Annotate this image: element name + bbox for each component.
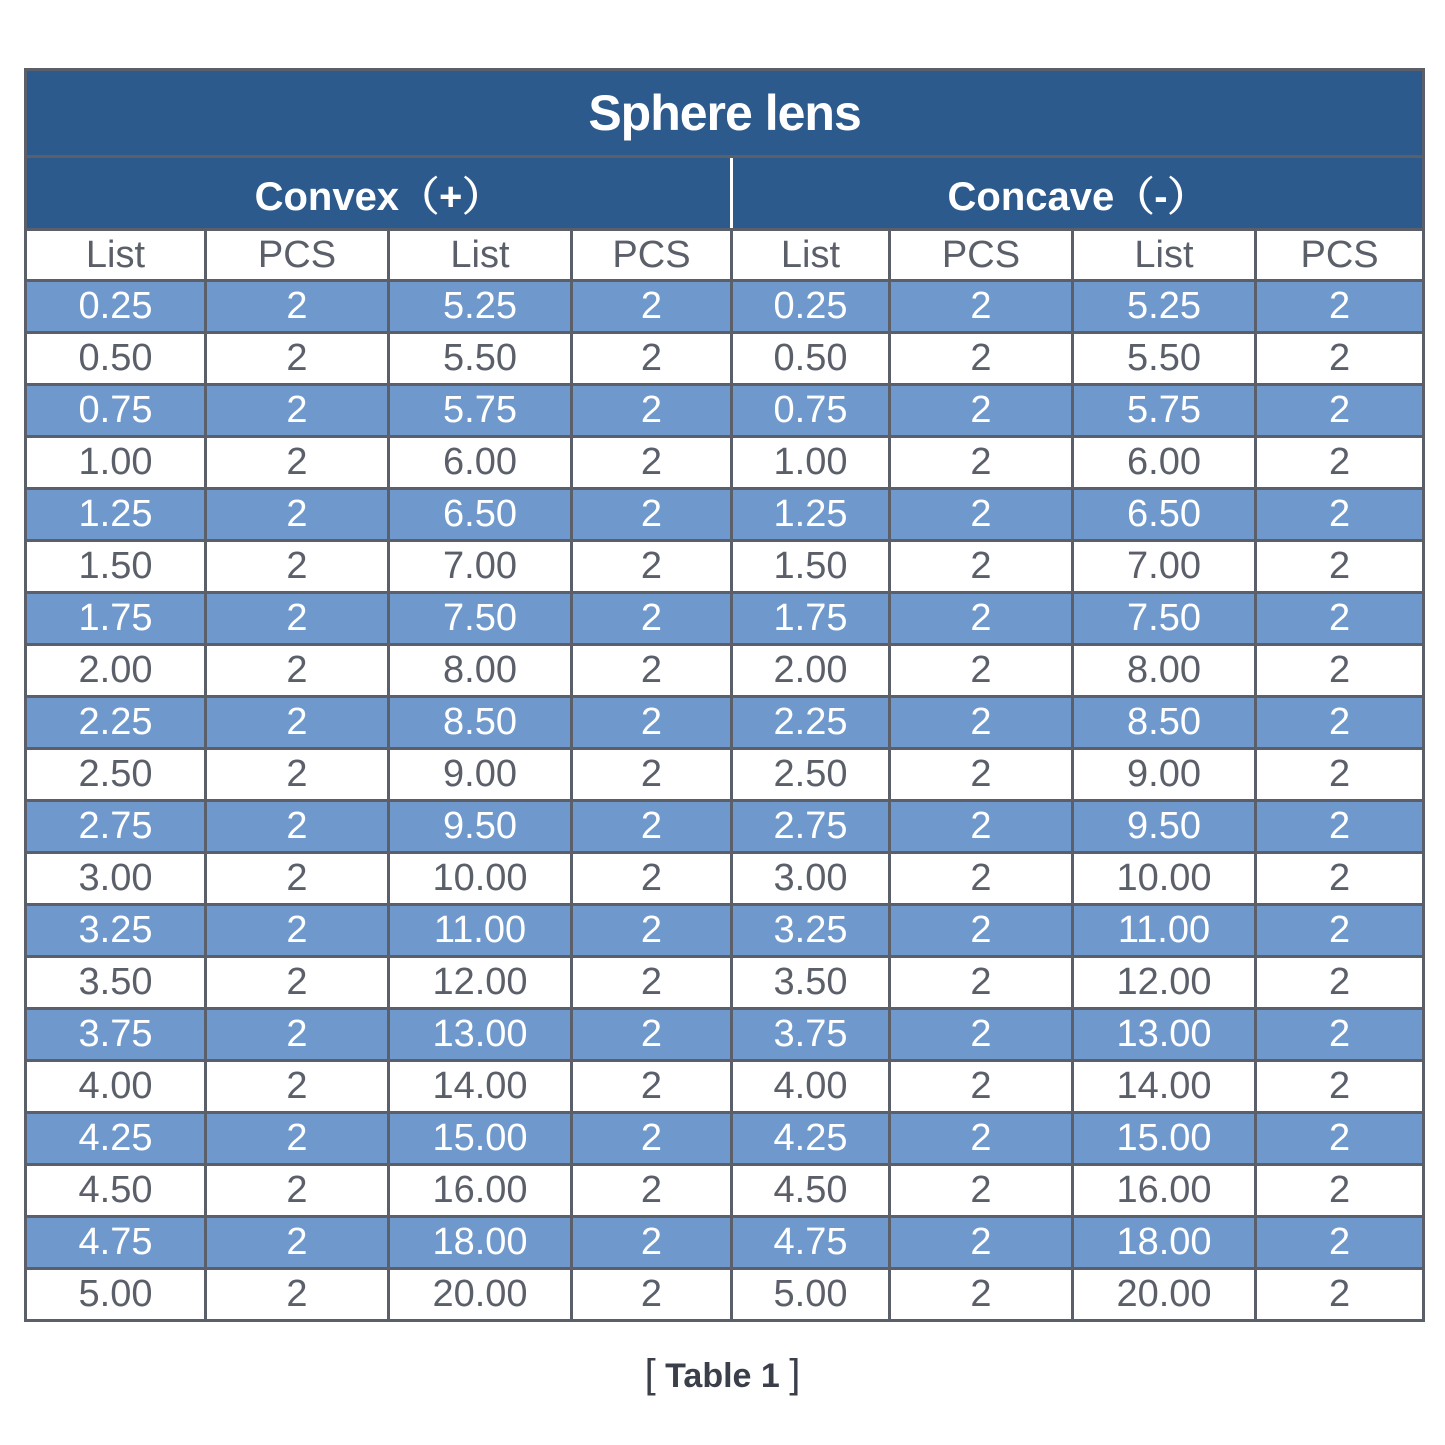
list-cell: 4.50 — [732, 1165, 890, 1217]
list-cell: 2.00 — [732, 645, 890, 697]
list-cell: 5.75 — [389, 385, 572, 437]
pcs-cell: 2 — [890, 1217, 1073, 1269]
list-cell: 0.50 — [26, 333, 206, 385]
list-cell: 4.75 — [732, 1217, 890, 1269]
pcs-cell: 2 — [1256, 593, 1424, 645]
list-cell: 9.00 — [389, 749, 572, 801]
list-cell: 6.00 — [1073, 437, 1256, 489]
pcs-cell: 2 — [890, 905, 1073, 957]
table-row — [26, 1269, 1424, 1321]
pcs-cell: 2 — [572, 1165, 732, 1217]
list-cell: 1.50 — [26, 541, 206, 593]
table-row — [26, 853, 1424, 905]
list-cell: 2.25 — [26, 697, 206, 749]
list-cell: 1.25 — [26, 489, 206, 541]
pcs-cell: 2 — [206, 749, 389, 801]
pcs-cell: 2 — [206, 645, 389, 697]
pcs-cell: 2 — [572, 333, 732, 385]
pcs-cell: 2 — [1256, 645, 1424, 697]
pcs-cell: 2 — [1256, 1061, 1424, 1113]
list-cell: 4.00 — [26, 1061, 206, 1113]
table-row — [26, 905, 1424, 957]
caption-text: Table 1 — [665, 1357, 780, 1395]
pcs-cell: 2 — [1256, 489, 1424, 541]
pcs-cell: 2 — [206, 489, 389, 541]
list-cell: 6.50 — [1073, 489, 1256, 541]
pcs-cell: 2 — [890, 385, 1073, 437]
list-cell: 5.25 — [389, 281, 572, 333]
list-cell: 3.50 — [732, 957, 890, 1009]
pcs-cell: 2 — [572, 697, 732, 749]
table-row — [26, 437, 1424, 489]
table-row — [26, 1165, 1424, 1217]
pcs-cell: 2 — [890, 437, 1073, 489]
table-row — [26, 281, 1424, 333]
list-cell: 13.00 — [389, 1009, 572, 1061]
pcs-cell: 2 — [206, 385, 389, 437]
list-cell: 5.00 — [732, 1269, 890, 1321]
list-cell: 10.00 — [1073, 853, 1256, 905]
pcs-cell: 2 — [1256, 385, 1424, 437]
list-cell: 7.00 — [389, 541, 572, 593]
pcs-cell: 2 — [572, 385, 732, 437]
pcs-cell: 2 — [572, 489, 732, 541]
table-row — [26, 593, 1424, 645]
list-cell: 3.50 — [26, 957, 206, 1009]
pcs-cell: 2 — [206, 333, 389, 385]
list-cell: 7.50 — [1073, 593, 1256, 645]
list-cell: 5.25 — [1073, 281, 1256, 333]
pcs-cell: 2 — [1256, 853, 1424, 905]
pcs-cell: 2 — [890, 489, 1073, 541]
table-row — [26, 801, 1424, 853]
list-cell: 2.75 — [26, 801, 206, 853]
list-cell: 4.25 — [732, 1113, 890, 1165]
list-cell: 0.50 — [732, 333, 890, 385]
list-cell: 1.00 — [26, 437, 206, 489]
table-row — [26, 1113, 1424, 1165]
list-cell: 5.50 — [1073, 333, 1256, 385]
pcs-cell: 2 — [572, 1009, 732, 1061]
column-header-pcs: PCS — [1256, 230, 1424, 281]
pcs-cell: 2 — [206, 957, 389, 1009]
table-row — [26, 645, 1424, 697]
list-cell: 1.50 — [732, 541, 890, 593]
list-cell: 7.50 — [389, 593, 572, 645]
pcs-cell: 2 — [572, 1269, 732, 1321]
list-cell: 8.50 — [1073, 697, 1256, 749]
pcs-cell: 2 — [1256, 1113, 1424, 1165]
table-row — [26, 749, 1424, 801]
table-row — [26, 385, 1424, 437]
list-cell: 3.25 — [26, 905, 206, 957]
pcs-cell: 2 — [206, 1165, 389, 1217]
list-cell: 3.75 — [26, 1009, 206, 1061]
table-row — [26, 1061, 1424, 1113]
list-cell: 20.00 — [1073, 1269, 1256, 1321]
pcs-cell: 2 — [1256, 905, 1424, 957]
sphere-lens-table-container — [24, 68, 1422, 1322]
list-cell: 8.00 — [389, 645, 572, 697]
pcs-cell: 2 — [1256, 801, 1424, 853]
pcs-cell: 2 — [206, 281, 389, 333]
pcs-cell: 2 — [890, 333, 1073, 385]
pcs-cell: 2 — [890, 1009, 1073, 1061]
list-cell: 9.50 — [1073, 801, 1256, 853]
pcs-cell: 2 — [572, 593, 732, 645]
pcs-cell: 2 — [572, 1217, 732, 1269]
pcs-cell: 2 — [572, 905, 732, 957]
pcs-cell: 2 — [890, 1269, 1073, 1321]
pcs-cell: 2 — [890, 697, 1073, 749]
pcs-cell: 2 — [890, 853, 1073, 905]
table-row — [26, 957, 1424, 1009]
pcs-cell: 2 — [1256, 1269, 1424, 1321]
list-cell: 0.75 — [732, 385, 890, 437]
column-header-pcs: PCS — [890, 230, 1073, 281]
pcs-cell: 2 — [572, 749, 732, 801]
pcs-cell: 2 — [206, 1217, 389, 1269]
list-cell: 2.50 — [26, 749, 206, 801]
pcs-cell: 2 — [572, 853, 732, 905]
list-cell: 0.25 — [732, 281, 890, 333]
pcs-cell: 2 — [890, 1061, 1073, 1113]
pcs-cell: 2 — [890, 281, 1073, 333]
list-cell: 0.25 — [26, 281, 206, 333]
table-row — [26, 1009, 1424, 1061]
table-caption — [0, 1352, 1445, 1397]
pcs-cell: 2 — [206, 1269, 389, 1321]
pcs-cell: 2 — [572, 957, 732, 1009]
list-cell: 16.00 — [1073, 1165, 1256, 1217]
pcs-cell: 2 — [890, 541, 1073, 593]
list-cell: 12.00 — [389, 957, 572, 1009]
list-cell: 5.00 — [26, 1269, 206, 1321]
pcs-cell: 2 — [1256, 697, 1424, 749]
list-cell: 3.25 — [732, 905, 890, 957]
list-cell: 2.25 — [732, 697, 890, 749]
table-row — [26, 489, 1424, 541]
pcs-cell: 2 — [890, 801, 1073, 853]
sphere-lens-table — [24, 68, 1425, 1322]
list-cell: 8.00 — [1073, 645, 1256, 697]
column-header-list: List — [389, 230, 572, 281]
list-cell: 12.00 — [1073, 957, 1256, 1009]
list-cell: 14.00 — [389, 1061, 572, 1113]
caption-open-bracket: [ — [644, 1352, 656, 1396]
list-cell: 15.00 — [1073, 1113, 1256, 1165]
list-cell: 16.00 — [389, 1165, 572, 1217]
list-cell: 1.00 — [732, 437, 890, 489]
pcs-cell: 2 — [1256, 1009, 1424, 1061]
pcs-cell: 2 — [890, 957, 1073, 1009]
table-row — [26, 697, 1424, 749]
list-cell: 2.00 — [26, 645, 206, 697]
pcs-cell: 2 — [1256, 1165, 1424, 1217]
convex-group-header: Convex（+） — [26, 157, 732, 230]
list-cell: 5.50 — [389, 333, 572, 385]
list-cell: 4.50 — [26, 1165, 206, 1217]
pcs-cell: 2 — [1256, 957, 1424, 1009]
table-row — [26, 1217, 1424, 1269]
list-cell: 2.50 — [732, 749, 890, 801]
pcs-cell: 2 — [1256, 437, 1424, 489]
pcs-cell: 2 — [206, 1113, 389, 1165]
pcs-cell: 2 — [572, 801, 732, 853]
list-cell: 3.00 — [732, 853, 890, 905]
list-cell: 7.00 — [1073, 541, 1256, 593]
list-cell: 11.00 — [1073, 905, 1256, 957]
pcs-cell: 2 — [206, 853, 389, 905]
table-body — [26, 281, 1424, 1321]
pcs-cell: 2 — [890, 749, 1073, 801]
pcs-cell: 2 — [890, 593, 1073, 645]
list-cell: 4.25 — [26, 1113, 206, 1165]
pcs-cell: 2 — [572, 281, 732, 333]
list-cell: 6.50 — [389, 489, 572, 541]
pcs-cell: 2 — [1256, 281, 1424, 333]
pcs-cell: 2 — [1256, 333, 1424, 385]
list-cell: 9.50 — [389, 801, 572, 853]
list-cell: 18.00 — [1073, 1217, 1256, 1269]
pcs-cell: 2 — [572, 437, 732, 489]
pcs-cell: 2 — [1256, 541, 1424, 593]
list-cell: 15.00 — [389, 1113, 572, 1165]
caption-close-bracket: ] — [789, 1352, 801, 1396]
list-cell: 20.00 — [389, 1269, 572, 1321]
pcs-cell: 2 — [206, 905, 389, 957]
pcs-cell: 2 — [572, 645, 732, 697]
column-header-list: List — [1073, 230, 1256, 281]
list-cell: 6.00 — [389, 437, 572, 489]
pcs-cell: 2 — [206, 1009, 389, 1061]
table-row — [26, 333, 1424, 385]
list-cell: 13.00 — [1073, 1009, 1256, 1061]
list-cell: 5.75 — [1073, 385, 1256, 437]
list-cell: 9.00 — [1073, 749, 1256, 801]
list-cell: 1.75 — [26, 593, 206, 645]
column-header-pcs: PCS — [206, 230, 389, 281]
pcs-cell: 2 — [206, 1061, 389, 1113]
list-cell: 4.00 — [732, 1061, 890, 1113]
list-cell: 14.00 — [1073, 1061, 1256, 1113]
list-cell: 8.50 — [389, 697, 572, 749]
pcs-cell: 2 — [206, 437, 389, 489]
list-cell: 2.75 — [732, 801, 890, 853]
table-title: Sphere lens — [26, 70, 1424, 157]
pcs-cell: 2 — [1256, 749, 1424, 801]
list-cell: 1.25 — [732, 489, 890, 541]
column-header-pcs: PCS — [572, 230, 732, 281]
list-cell: 0.75 — [26, 385, 206, 437]
list-cell: 18.00 — [389, 1217, 572, 1269]
pcs-cell: 2 — [890, 1113, 1073, 1165]
pcs-cell: 2 — [206, 593, 389, 645]
pcs-cell: 2 — [890, 645, 1073, 697]
list-cell: 11.00 — [389, 905, 572, 957]
pcs-cell: 2 — [206, 801, 389, 853]
pcs-cell: 2 — [572, 1113, 732, 1165]
column-header-list: List — [732, 230, 890, 281]
pcs-cell: 2 — [572, 1061, 732, 1113]
list-cell: 10.00 — [389, 853, 572, 905]
pcs-cell: 2 — [206, 541, 389, 593]
list-cell: 1.75 — [732, 593, 890, 645]
pcs-cell: 2 — [206, 697, 389, 749]
pcs-cell: 2 — [890, 1165, 1073, 1217]
column-header-list: List — [26, 230, 206, 281]
pcs-cell: 2 — [572, 541, 732, 593]
pcs-cell: 2 — [1256, 1217, 1424, 1269]
list-cell: 3.75 — [732, 1009, 890, 1061]
list-cell: 3.00 — [26, 853, 206, 905]
table-row — [26, 541, 1424, 593]
concave-group-header: Concave（-） — [732, 157, 1424, 230]
list-cell: 4.75 — [26, 1217, 206, 1269]
